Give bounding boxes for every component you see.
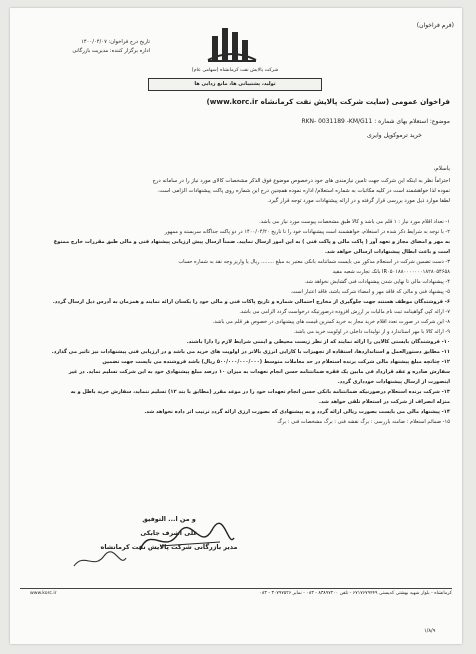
issuing-department: اداره برگزار کننده: مدیریت بازرگانی	[72, 48, 150, 54]
company-logo-icon	[204, 22, 260, 64]
list-item: اینصورت از ارسال پیشنهادات خودداری گردد.	[337, 379, 450, 385]
list-item: ۱۵- ضمائم استعلام : ضامنه بازرسی : برگ نقشه فنی : برگ مشخصات فنی : برگ	[277, 419, 450, 425]
list-item: ۶- فروشندگان موظف هستند جهت جلوگیری از مخارج احتمالی شماره و تاریخ پاکات فنی و مالی خود را یکسان ارائه نمایند و همزمان به آدرس ذیل ارسال گردد.	[52, 299, 450, 305]
intro-paragraph	[22, 176, 450, 206]
list-item: ۲- با توجه به شرایط ذکر شده در استعلام، خواهشمند است پیشنهادات خود را تا تاریخ ۱۴۰۰/۰۴/۲۰ در دو پاکت جداگانه سربسته و ممهور	[164, 229, 450, 235]
stamp-icon	[70, 548, 130, 574]
closing-phrase: و من ا... التوفیق	[142, 515, 196, 523]
conditions-list	[22, 217, 450, 427]
page-number: ۱/۸/۹	[424, 628, 436, 634]
footer-divider	[20, 588, 452, 589]
list-item: است و باعث ابطال پیشنهادات ارسالی خواهد شد.	[324, 249, 450, 255]
list-item: ۴- پیشنهادات مالی تا نهایی شدن پیشنهادات فنی گشایش نخواهد شد.	[304, 279, 450, 285]
motto-banner: تولید، پشتیبانی ها، مانع زدایی ها	[148, 78, 322, 91]
page-title: فراخوان عمومی (سایت شرکت پالایش نفت کرمانشاه www.korc.ir)	[206, 97, 450, 106]
signatory-name: علی اشرف جابکی	[140, 529, 198, 537]
list-item: منزله انصراف از شرکت در استعلام تلقی خواهد شد.	[319, 399, 450, 405]
list-item: ۱۲- چنانچه مبلغ پیشنهاد مالی شرکت برنده استعلام در حد معاملات متوسط (۵۰۰/۰۰۰/۰۰۰/۰۰۰ ریال) باشد فروشنده می بایست جهت تضمین	[102, 359, 450, 365]
list-item: ۷- ارائه کپی گواهینامه ثبت نام مالیات بر ارزش افزوده درصورتیکه درخواست گردد الزامی می باشد.	[239, 309, 450, 315]
intro-line: احتراماً نظر به اینکه این شرکت جهت تامین نیازمندی های خود درخصوص موضوع فوق الذکر مشخصات کالای مورد نیاز را در سامانه درج	[152, 178, 450, 184]
intro-line: نموده لذا خواهشمند است در کلیه مکاتبات به شماره استعلام/ اداره نموده همچنین درج این شماره روی پاکت پیشنهادات الزامی است.	[157, 188, 450, 194]
list-item: ۱۴- پیشنهاد مالی می بایست بصورت ریالی ارائه گردد و به پیشنهادی که بصورت ارزی ارائه گردد ترتیب اثر داده نخواهد شد.	[144, 409, 450, 415]
intro-line: لطفا موارد ذیل مورد بررسی قرار گرفته و در ارائه پیشنهادات مورد توجه قرار گیرد.	[267, 198, 450, 204]
announcement-meta	[20, 38, 150, 56]
form-tag: (فرم فراخوان)	[416, 22, 454, 29]
footer-address: کرمانشاه - بلوار شهید بهشتی کدپستی ۶۷۱۷۶۷۹۴۴۹ - تلفن ۸۳۸۹۷۲۰۰ - ۰۸۳ - نمابر ۳۰۷۹۷۵۲۶ - ۰۸۳	[259, 591, 452, 596]
list-item: ۹- ارائه کالا با مهر استاندارد و از تولیدات داخلی در اولویت خرید می باشد.	[293, 329, 450, 335]
document-page	[10, 8, 462, 644]
signature-icon	[130, 520, 240, 560]
list-item: ۱۱- مطابق دستورالعمل و استاندارد‌ها، استفاده از تجهیزات با کارایی انرژی بالاتر در اولویت های خرید می باشد و در ارزیابی فنی پیشنهادات نیز تاثیر می گذارد.	[51, 349, 450, 355]
footer-website: www.korc.ir	[30, 591, 57, 596]
signatory-title: مدیر بازرگانی شرکت پالایش نفت کرمانشاه	[100, 543, 238, 551]
list-item: ۱۰- فروشندگان بایستی کالایی را ارائه نمایند که از نظر زیست محیطی و ایمنی شرایط لازم را دارا باشند.	[186, 339, 450, 345]
list-item: IR۰۵۰۱۸۸۰۰۰۰۰۰۰۱۸۲۸۰۵۴۶۵۸ بانک تجارت شعبه مفید	[332, 269, 450, 275]
list-item: ۱- تعداد اقلام مورد نیاز : ۱ قلم می باشد و کالا طبق مشخصات پیوست مورد نیاز می باشد.	[259, 219, 450, 225]
list-item: ۸- این شرکت در صورت تعدد اقلام خرید مجاز به خرید کمترین قیمت های پیشنهادی در خصوص هر قلم می باشد.	[212, 319, 450, 325]
inquiry-subject: موضوع: استعلام بهای شماره : RKN- 0031189 -KM/G11	[301, 118, 450, 125]
list-item: به مهر و امضای مجاز و تعهد آور ( پاکت مالی و پاکت فنی ) به این امور ارسال نمایید. ضمناً ارسال پیش ارزیابی پیشنهاد فنی و مالی طبق مقررات خارج ممنوع	[53, 239, 450, 245]
inquiry-item: خرید ترموکوپل وایری	[366, 132, 422, 139]
announcement-date: تاریخ درج فراخوان: ۱۴۰۰/۰۴/۰۷	[81, 39, 150, 45]
list-item: ۳- دست تضمین شرکت در استعلام مذکور می بایست شماتنامه بانکی معتبر به مبلغ ........ ریال یا واریز وجه نقد به شماره حساب	[178, 259, 450, 265]
greeting: باسلام،	[433, 166, 450, 172]
company-name: شرکت پالایش نفت کرمانشاه (سهامی عام)	[191, 68, 279, 73]
list-item: سفارش صادره و عقد قرارداد فی مابین یک فقره ضمانتنامه حسن انجام تعهدات به میزان ۱۰ درصد مبلغ پیشنهادی خود به این شرکت تسلیم نماید. در غیر	[68, 369, 450, 375]
footer	[30, 591, 452, 596]
list-item: ۱۳- شرکت برنده استعلام درصورتیکه ضمانتنامه بانکی حسن انجام تعهدات خود را در موعد مقرر (مطابق با بند ۱۲) تسلیم ننماید، سفارش خرید باطل و به	[70, 389, 450, 395]
list-item: ۵- پیشنهاد فنی و مالی که فاقد مهر و امضاء شرکت باشد، فاقد اعتبار است.	[290, 289, 450, 295]
